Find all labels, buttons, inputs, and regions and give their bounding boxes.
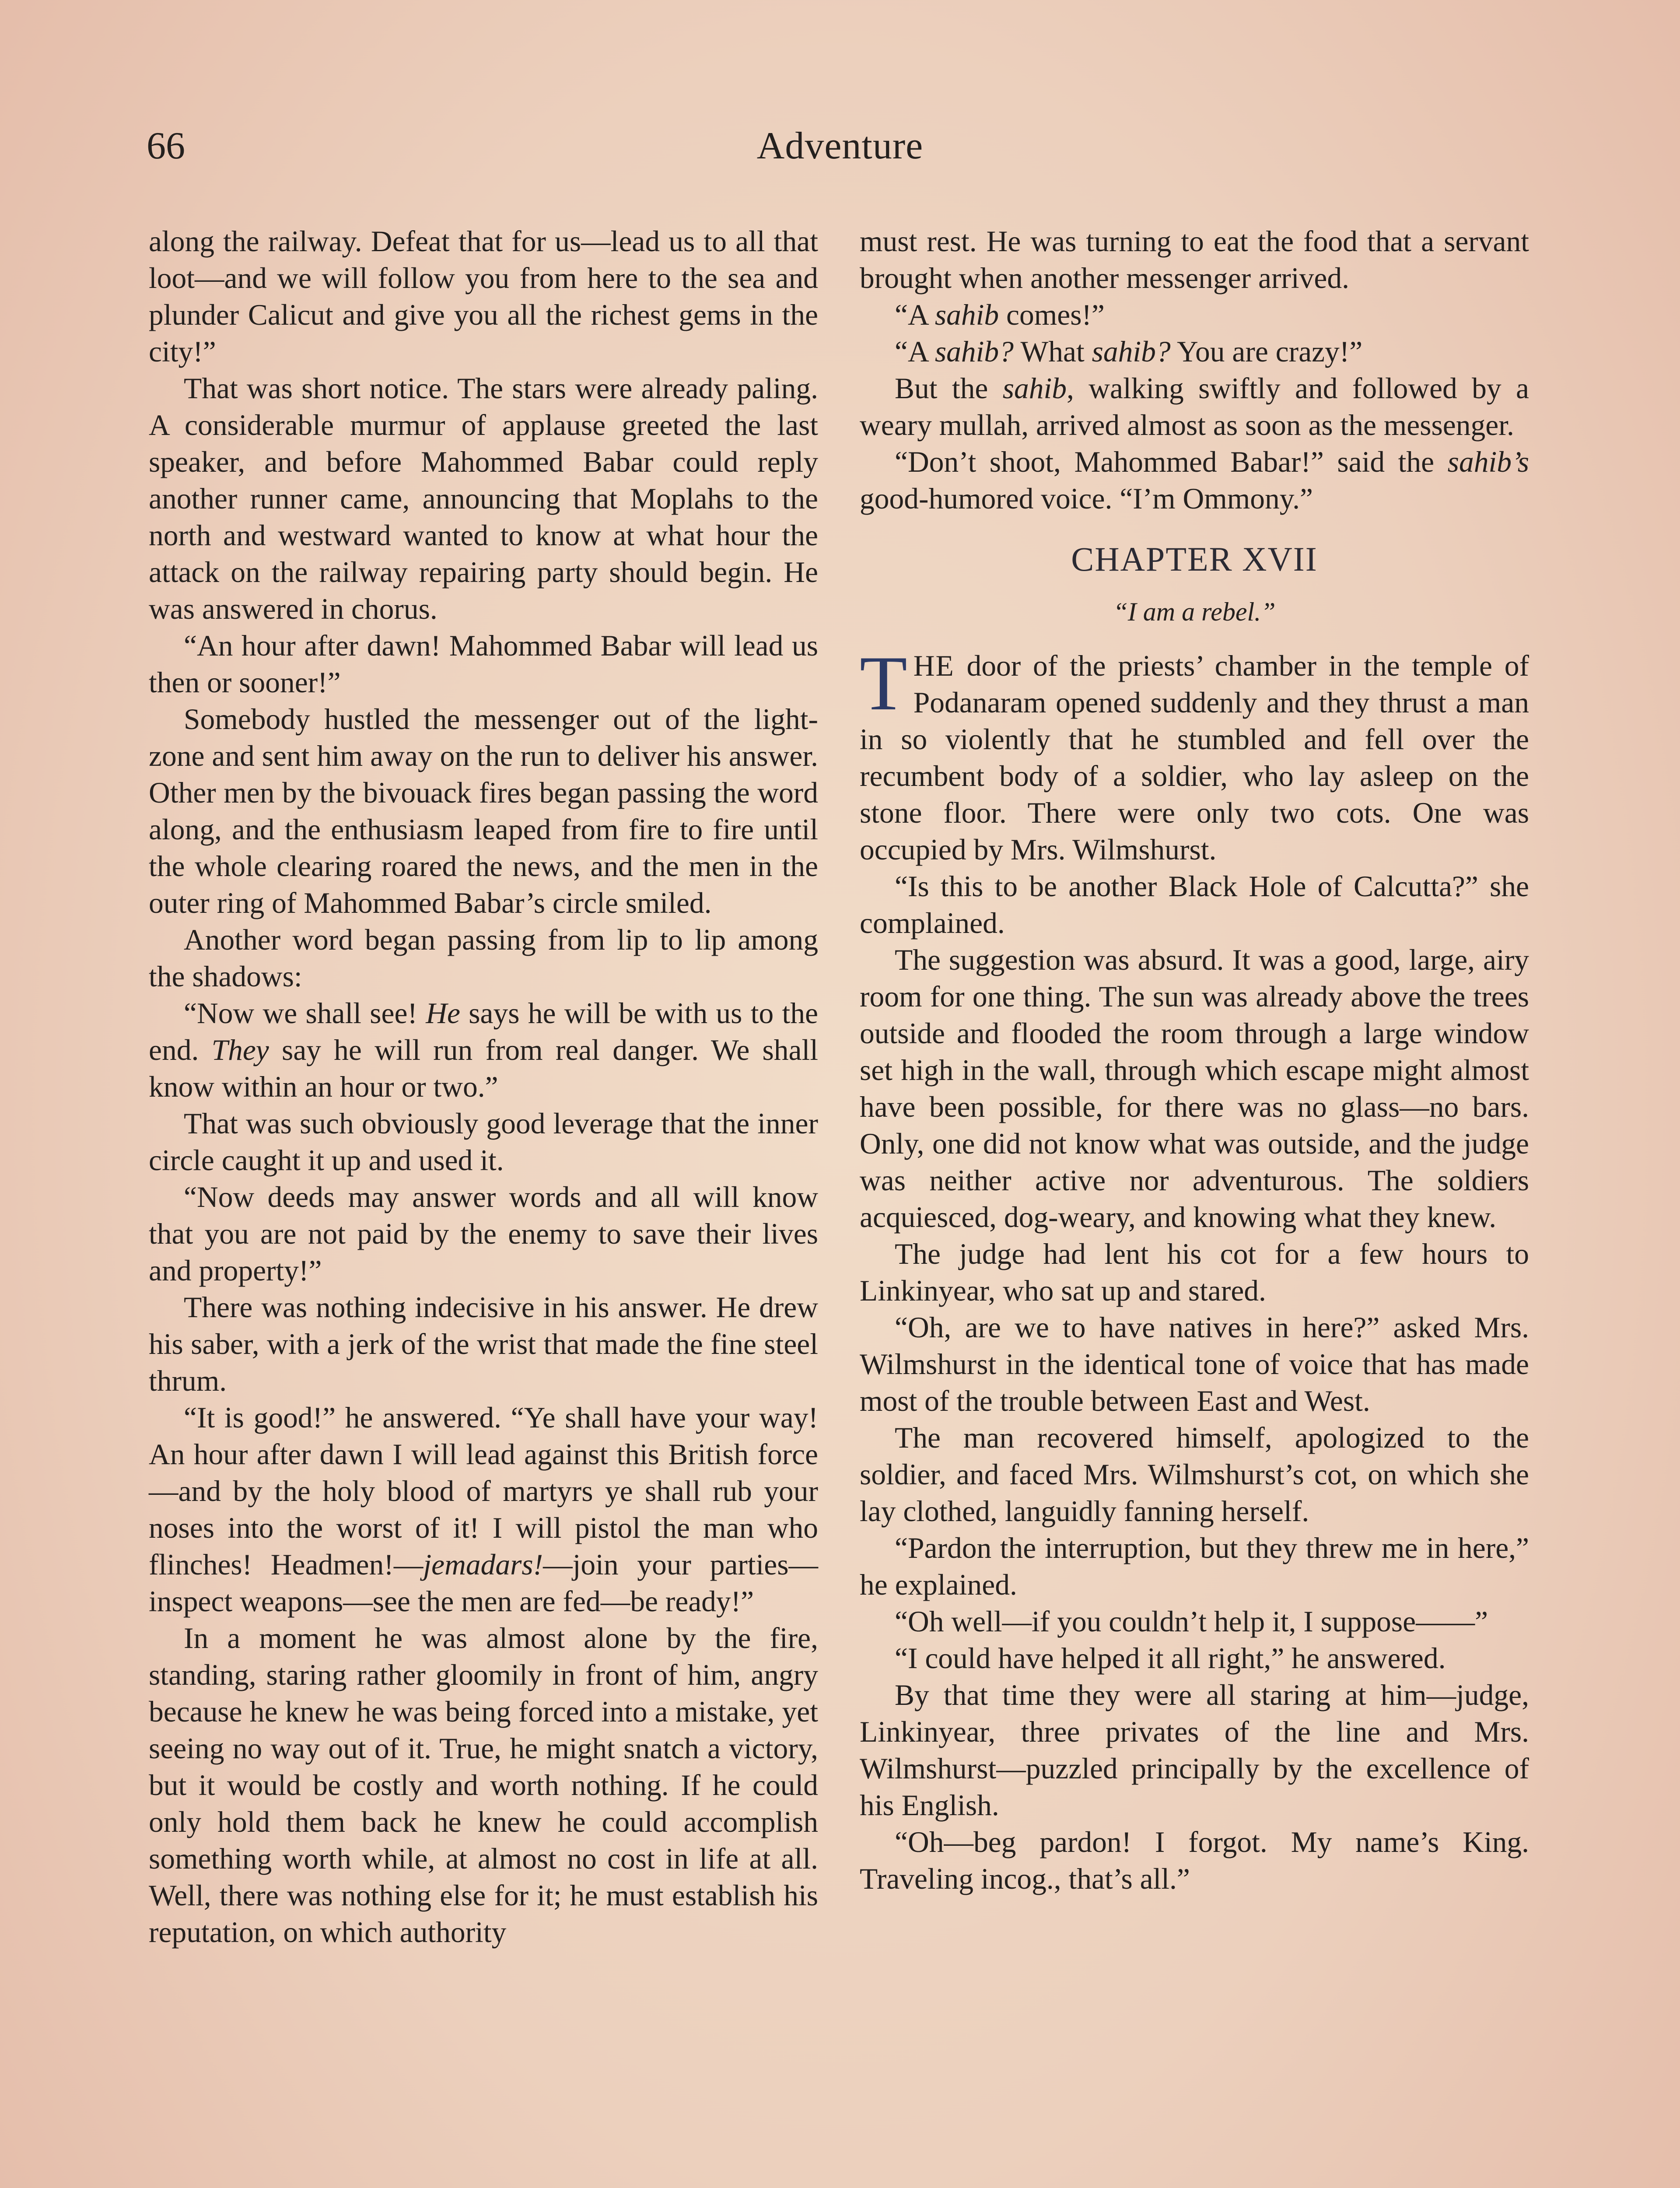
paragraph: Somebody hustled the messenger out of the light-zone and sent him away on the run to deliver his answer. Other men by the bivouack fires began passing the word along, and the enthusiasm leaped from fire to fire until the whole clearing roared the news, and the men in the outer ring of Mahommed Babar’s circle smiled. — [149, 703, 818, 919]
text-run: good-humored voice. “I’m Ommony.” — [860, 482, 1313, 515]
italic-text: sahib — [1002, 372, 1067, 405]
text-run: “A — [895, 298, 935, 331]
paragraph: There was nothing indecisive in his answer. He drew his saber, with a jerk of the wrist that made the fine steel thrum. — [149, 1291, 818, 1397]
chapter-epigraph: “I am a rebel.” — [1113, 597, 1276, 626]
paragraph: “Oh, are we to have natives in here?” asked Mrs. Wilmshurst in the identical tone of voice that has made most of the trouble between East and West. — [860, 1311, 1529, 1417]
paragraph: “Is this to be another Black Hole of Calcutta?” she complained. — [860, 870, 1529, 940]
italic-text: sahib? — [934, 335, 1014, 368]
paragraph: The suggestion was absurd. It was a good, large, airy room for one thing. The sun was already above the trees outside and flooded the room through a large window set high in the wall, through which escape might almost have been possible, for there was no glass—no bars. Only, one did not know what was outside, and the judge was neither active nor adventurous. The soldiers acquiesced, dog-weary, and knowing what they knew. — [860, 943, 1529, 1234]
paragraph: “Oh well—if you couldn’t help it, I suppose——” — [895, 1605, 1488, 1638]
paragraph: “Now deeds may answer words and all will know that you are not paid by the enemy to save their lives and property!” — [149, 1181, 818, 1287]
text-run: But the — [895, 372, 1003, 405]
italic-text: They — [211, 1034, 269, 1066]
paragraph — [860, 444, 1529, 517]
text-run: , walking swiftly and followed by a weary mullah, arrived almost as soon as the messenger. — [860, 372, 1529, 442]
chapter-heading: CHAPTER XVII — [1071, 540, 1318, 578]
text-run: “A — [895, 335, 935, 368]
paragraph — [860, 333, 1529, 370]
text-run: “Don’t shoot, Mahommed Babar!” said the — [895, 445, 1448, 478]
paragraph — [860, 297, 1529, 333]
text-run: comes!” — [999, 298, 1105, 331]
italic-text: He — [426, 997, 460, 1030]
paragraph: That was short notice. The stars were already paling. A considerable murmur of applause greeted the last speaker, and before Mahommed Babar could reply another runner came, announcing that Moplahs to the north and westward wanted to know at what hour the attack on the railway repairing party should begin. He was answered in chorus. — [149, 372, 818, 625]
paragraph: The man recovered himself, apologized to the soldier, and faced Mrs. Wilmshurst’s cot, on which she lay clothed, languidly fanning herself. — [860, 1421, 1529, 1528]
paragraph: “I could have helped it all right,” he answered. — [895, 1642, 1446, 1675]
paragraph: That was such obviously good leverage that the inner circle caught it up and used it. — [149, 1107, 818, 1177]
paragraph: “An hour after dawn! Mahommed Babar will lead us then or sooner!” — [149, 629, 818, 699]
italic-text: jemadars! — [423, 1548, 543, 1581]
paragraph: In a moment he was almost alone by the fire, standing, staring rather gloomily in front of him, angry because he knew he was being forced into a mistake, yet seeing no way out of it. True, he might snatch a victory, but it would be costly and worth nothing. If he could only hold them back he knew he could accomplish something worth while, at almost no cost in life at all. Well, there was nothing else for it; he must establish his reputation, on which authority — [149, 1622, 818, 1949]
italic-text: sahib’s — [1447, 445, 1529, 478]
italic-text: sahib? — [1092, 335, 1171, 368]
text-run: “Now we shall see! — [184, 997, 426, 1030]
paragraph: along the railway. Defeat that for us—lead us to all that loot—and we will follow you from here to the sea and plunder Calicut and give you all the richest gems in the city!” — [149, 225, 818, 368]
left-text-column — [149, 223, 818, 1951]
paragraph: must rest. He was turning to eat the food that a servant brought when another messenger arrived. — [860, 225, 1529, 295]
running-head-title: Adventure — [756, 125, 924, 167]
paragraph: “Oh—beg pardon! I forgot. My name’s King. Traveling incog., that’s all.” — [860, 1826, 1529, 1895]
paragraph: Another word began passing from lip to lip among the shadows: — [149, 923, 818, 993]
text-run: says he will be with us to the end. — [149, 997, 818, 1066]
text-run: say he will run from real danger. We shall know within an hour or two.” — [149, 1034, 818, 1103]
text-run: You are crazy!” — [1170, 335, 1363, 368]
drop-cap-letter: T — [860, 640, 907, 726]
chapter-opening-paragraph — [860, 640, 1529, 868]
page-number: 66 — [147, 125, 185, 167]
paragraph — [149, 995, 818, 1105]
text-run: —join your parties—inspect weapons—see the men are fed—be ready!” — [149, 1548, 818, 1618]
paragraph — [860, 370, 1529, 444]
text-run: “It is good!” he answered. “Ye shall have your way! An hour after dawn I will lead against this British force—and by the holy blood of martyrs ye shall rub your noses into the worst of it! I will pistol the man who flinches! Headmen!— — [149, 1401, 818, 1581]
paragraph — [149, 1399, 818, 1620]
italic-text: sahib — [934, 298, 999, 331]
paragraph: “Pardon the interruption, but they threw me in here,” he explained. — [860, 1532, 1529, 1601]
text-run: HE — [913, 649, 955, 682]
text-run: What — [1013, 335, 1092, 368]
paragraph: By that time they were all staring at him—judge, Linkinyear, three privates of the line and Mrs. Wilmshurst—puzzled principally by the excellence of his English. — [860, 1679, 1529, 1822]
paragraph: The judge had lent his cot for a few hours to Linkinyear, who sat up and stared. — [860, 1238, 1529, 1307]
text-run: door of the priests’ chamber in the temple of Podanaram opened suddenly and they thrust a man in so violently that he stumbled and fell over the recumbent body of a soldier, who lay asleep on the stone floor. There were only two cots. One was occupied by Mrs. Wilmshurst. — [860, 649, 1529, 866]
right-text-column — [860, 223, 1529, 1897]
